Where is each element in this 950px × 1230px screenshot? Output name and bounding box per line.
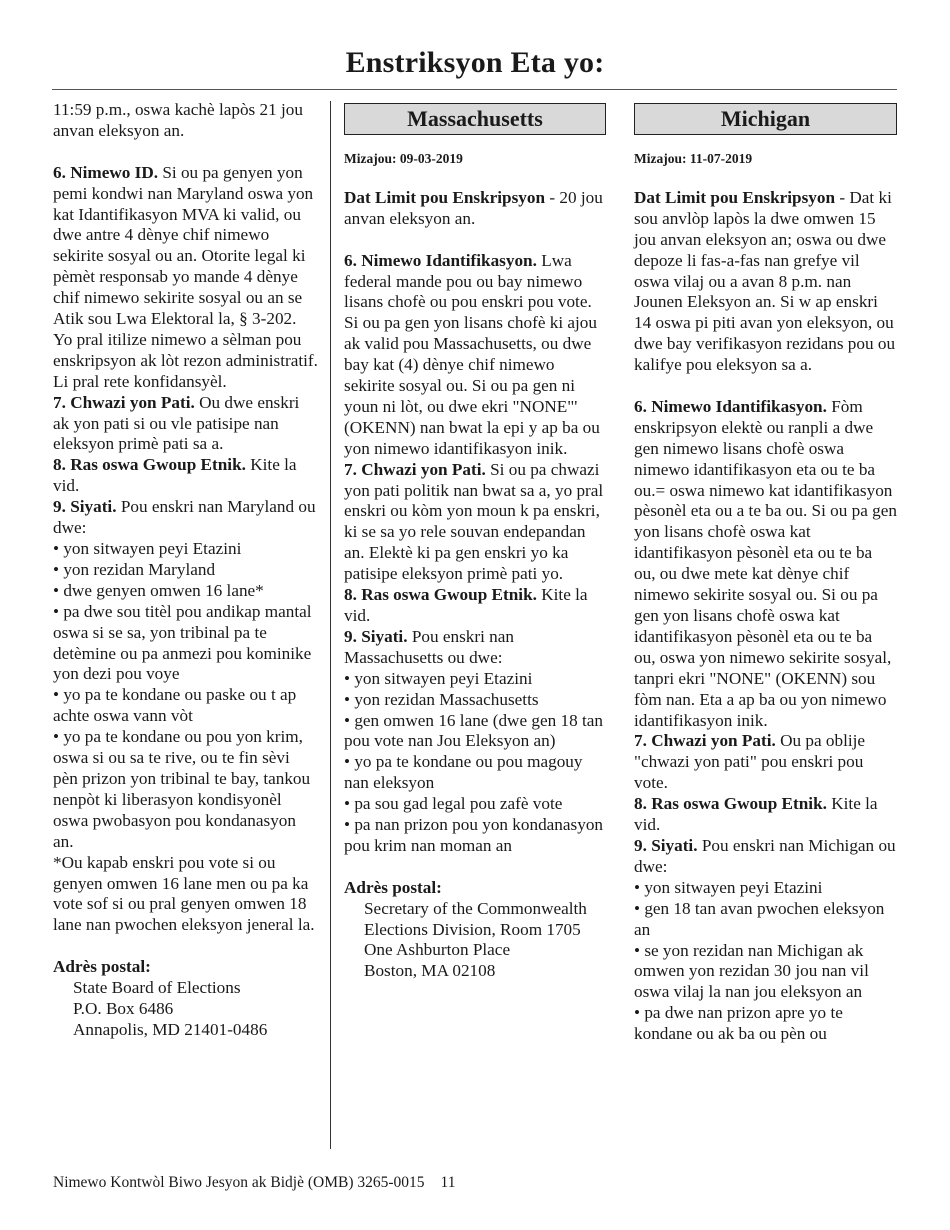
mi-s8-text: Kite la vid. <box>634 794 878 835</box>
mi-deadline-heading: Dat Limit pou Enskripsyon <box>634 187 836 207</box>
ma-bullet: • pa sou gad legal pou zafè vote <box>344 794 563 814</box>
ma-section-6 <box>344 251 606 460</box>
mi-section-8 <box>634 794 897 836</box>
mi-s7-text: Ou pa oblije "chwazi yon pati" pou enskri pou vote. <box>634 731 866 793</box>
omb-control-number: Nimewo Kontwòl Biwo Jesyon ak Bidjè (OMB) 3265-0015 <box>53 1174 425 1191</box>
massachusetts-column <box>344 100 606 982</box>
ma-address-line: Elections Division, Room 1705 <box>364 919 581 939</box>
ma-section-7 <box>344 460 606 585</box>
md-address-line: State Board of Elections <box>73 978 241 998</box>
ma-address-line: One Ashburton Place <box>364 940 511 960</box>
md-age-note: *Ou kapab enskri pou vote si ou genyen omwen 16 lane men ou pa ka vote sof si ou pral genyen omwen 18 lane nan pwochen eleksyon jeneral la. <box>53 852 315 935</box>
ma-s7-text: Si ou pa chwazi yon pati politik nan bwat sa a, yo pral enskri ou kòm yon moun k pa enskri, ki se sa yo rele souvan endepandan an. Elektè ki pa gen enskri yo ka patisipe eleksyon primè pati yo. <box>344 459 604 584</box>
page-number: 11 <box>440 1174 456 1191</box>
column-divider <box>330 101 331 1149</box>
ma-bullet: • pa nan prizon pou yon kondanasyon pou krim nan moman an <box>344 815 604 855</box>
md-section-8 <box>53 455 318 497</box>
md-s9-text: Pou enskri nan Maryland ou dwe: <box>53 497 316 538</box>
mi-deadline-text: - Dat ki sou anvlòp lapòs la dwe omwen 15 jou anvan eleksyon an; oswa ou dwe depoze li fas-a-fas nan grefye vil oswa vilaj ou a avan 8 p.m. nan Jounen Eleksyon an. Si w ap enskri 14 oswa pi piti avan yon eleksyon, ou dwe bay verifikasyon rezidans pou ou kalifye pou eleksyon sa a. <box>634 187 896 375</box>
mi-s9-text: Pou enskri nan Michigan ou dwe: <box>634 835 896 876</box>
mi-bullet: • pa dwe nan prizon apre yo te kondane ou ak ba ou pèn ou <box>634 1003 843 1044</box>
md-s7-heading: 7. Chwazi yon Pati. <box>53 392 195 412</box>
mi-s6-text: Fòm enskripsyon elektè ou ranpli a dwe gen nimewo lisans chofè oswa nimewo idantifikasyon eta ou te ba ou.= oswa nimewo kat idantifikasyon pèsonèl eta ou a te ba ou. Si ou pa gen yon lisans chofè oswa kat idantifikasyon pèsonèl eta ou te ba ou, ou dwe mete kat dènye chif nimewo sekirite sosyal ou. Si ou pa gen yon lisans chofè oswa kat idantifikasyon pèsonèl eta ou te ba ou, oswa yon nimewo sekirite sosyal, tanpri ekri "NONE" (OKENN) sou fòm nan. Eta a ap ba ou yon nimewo idantifikasyon inik. <box>634 396 897 730</box>
md-bullet: • yon sitwayen peyi Etazini <box>53 539 242 559</box>
mi-bullet: • gen 18 tan avan pwochen eleksyon an <box>634 898 885 939</box>
mi-deadline <box>634 188 897 376</box>
mi-section-9 <box>634 836 897 878</box>
ma-section-9 <box>344 627 606 669</box>
michigan-header: Michigan <box>634 103 897 135</box>
md-bullet: • dwe genyen omwen 16 lane* <box>53 580 264 600</box>
massachusetts-header: Massachusetts <box>344 103 606 135</box>
md-s6-text: Si ou pa genyen yon pemi kondwi nan Maryland oswa yon kat Idantifikasyon MVA ki valid, ou dwe antre 4 dènye chif nimewo sekirite sosyal ou an. Otorite legal ki pèmèt responsab yo mande 4 dènye chif nimewo sekirite sosyal ou an se Atik sou Lwa Elektoral la, § 3-202. Yo pral itilize nimewo a sèlman pou enskripsyon ak lòt rezon administratif. Li pral rete konfidansyèl. <box>53 162 318 391</box>
md-address-line: P.O. Box 6486 <box>73 998 174 1018</box>
md-bullet: • yo pa te kondane ou paske ou t ap achte oswa vann vòt <box>53 685 297 726</box>
ma-bullet: • yon rezidan Massachusetts <box>344 689 539 709</box>
ma-address-line: Boston, MA 02108 <box>364 961 496 981</box>
md-bullet: • pa dwe sou titèl pou andikap mantal oswa si se sa, yon tribinal pa te detèmine ou pa anmezi pou kominike yon dezi pou voye <box>53 601 312 684</box>
ma-deadline-text: - 20 jou anvan eleksyon an. <box>344 187 603 228</box>
mi-bullet: • yon sitwayen peyi Etazini <box>634 877 823 897</box>
md-s8-heading: 8. Ras oswa Gwoup Etnik. <box>53 455 246 475</box>
mi-s6-heading: 6. Nimewo Idantifikasyon. <box>634 396 827 416</box>
mi-s7-heading: 7. Chwazi yon Pati. <box>634 731 776 751</box>
md-s6-heading: 6. Nimewo ID. <box>53 162 159 182</box>
ma-bullet: • yo pa te kondane ou pou magouy nan eleksyon <box>344 752 583 793</box>
ma-s7-heading: 7. Chwazi yon Pati. <box>344 459 486 479</box>
md-s8-text: Kite la vid. <box>53 455 297 496</box>
title-divider <box>52 89 897 90</box>
md-section-9 <box>53 497 318 539</box>
md-bullet: • yon rezidan Maryland <box>53 559 216 579</box>
md-section-7 <box>53 393 318 456</box>
ma-s9-heading: 9. Siyati. <box>344 626 408 646</box>
ma-s6-text: Lwa federal mande pou ou bay nimewo lisans chofè ou pou enskri pou vote. Si ou pa gen yon lisans chofè ki ajou ak valid pou Massachusetts, ou dwe bay kat (4) dènye chif nimewo sekirite sosyal ou. Si ou pa gen ni youn ni lòt, ou dwe ekri "NONE"' (OKENN) nan bwat la epi y ap ba ou yon nimewo idantifikasyon inik. <box>344 250 600 458</box>
mi-section-6 <box>634 397 897 732</box>
md-bullet: • yo pa te kondane ou pou yon krim, oswa si ou sa te rive, ou te fin sèvi pèn prizon yon tribinal te bay, tankou nenpòt ki liberasyon kondisyonèl oswa pwobasyon pou kondanasyon an. <box>53 727 311 851</box>
mi-s9-heading: 9. Siyati. <box>634 835 698 855</box>
ma-address-line: Secretary of the Commonwealth <box>364 898 587 918</box>
ma-s9-text: Pou enskri nan Massachusetts ou dwe: <box>344 626 514 667</box>
maryland-column <box>53 100 318 1041</box>
ma-section-8 <box>344 585 606 627</box>
md-section-6 <box>53 163 318 393</box>
ma-s8-text: Kite la vid. <box>344 585 588 625</box>
ma-bullet: • gen omwen 16 lane (dwe gen 18 tan pou vote nan Jou Eleksyon an) <box>344 710 603 751</box>
md-intro: 11:59 p.m., oswa kachè lapòs 21 jou anvan eleksyon an. <box>53 100 303 140</box>
ma-updated-date: Mizajou: 09-03-2019 <box>344 151 463 166</box>
ma-deadline-heading: Dat Limit pou Enskripsyon <box>344 187 546 207</box>
mi-s8-heading: 8. Ras oswa Gwoup Etnik. <box>634 794 827 814</box>
ma-address-label: Adrès postal: <box>344 877 442 897</box>
mi-bullet: • se yon rezidan nan Michigan ak omwen yon rezidan 30 jou nan vil oswa vilaj la nan jou eleksyon an <box>634 940 869 1002</box>
ma-s8-heading: 8. Ras oswa Gwoup Etnik. <box>344 585 537 605</box>
page-footer <box>53 1174 455 1192</box>
ma-bullet: • yon sitwayen peyi Etazini <box>344 668 533 688</box>
md-s7-text: Ou dwe enskri ak yon pati si ou vle patisipe nan eleksyon primè pati sa a. <box>53 392 300 454</box>
md-address-line: Annapolis, MD 21401-0486 <box>73 1019 268 1039</box>
page-title: Enstriksyon Eta yo: <box>345 46 605 79</box>
ma-s6-heading: 6. Nimewo Idantifikasyon. <box>344 250 537 270</box>
mi-updated-date: Mizajou: 11-07-2019 <box>634 151 753 166</box>
md-address-label: Adrès postal: <box>53 957 151 977</box>
ma-deadline <box>344 188 606 230</box>
md-s9-heading: 9. Siyati. <box>53 497 117 517</box>
mi-section-7 <box>634 731 897 794</box>
michigan-column <box>634 100 897 1045</box>
